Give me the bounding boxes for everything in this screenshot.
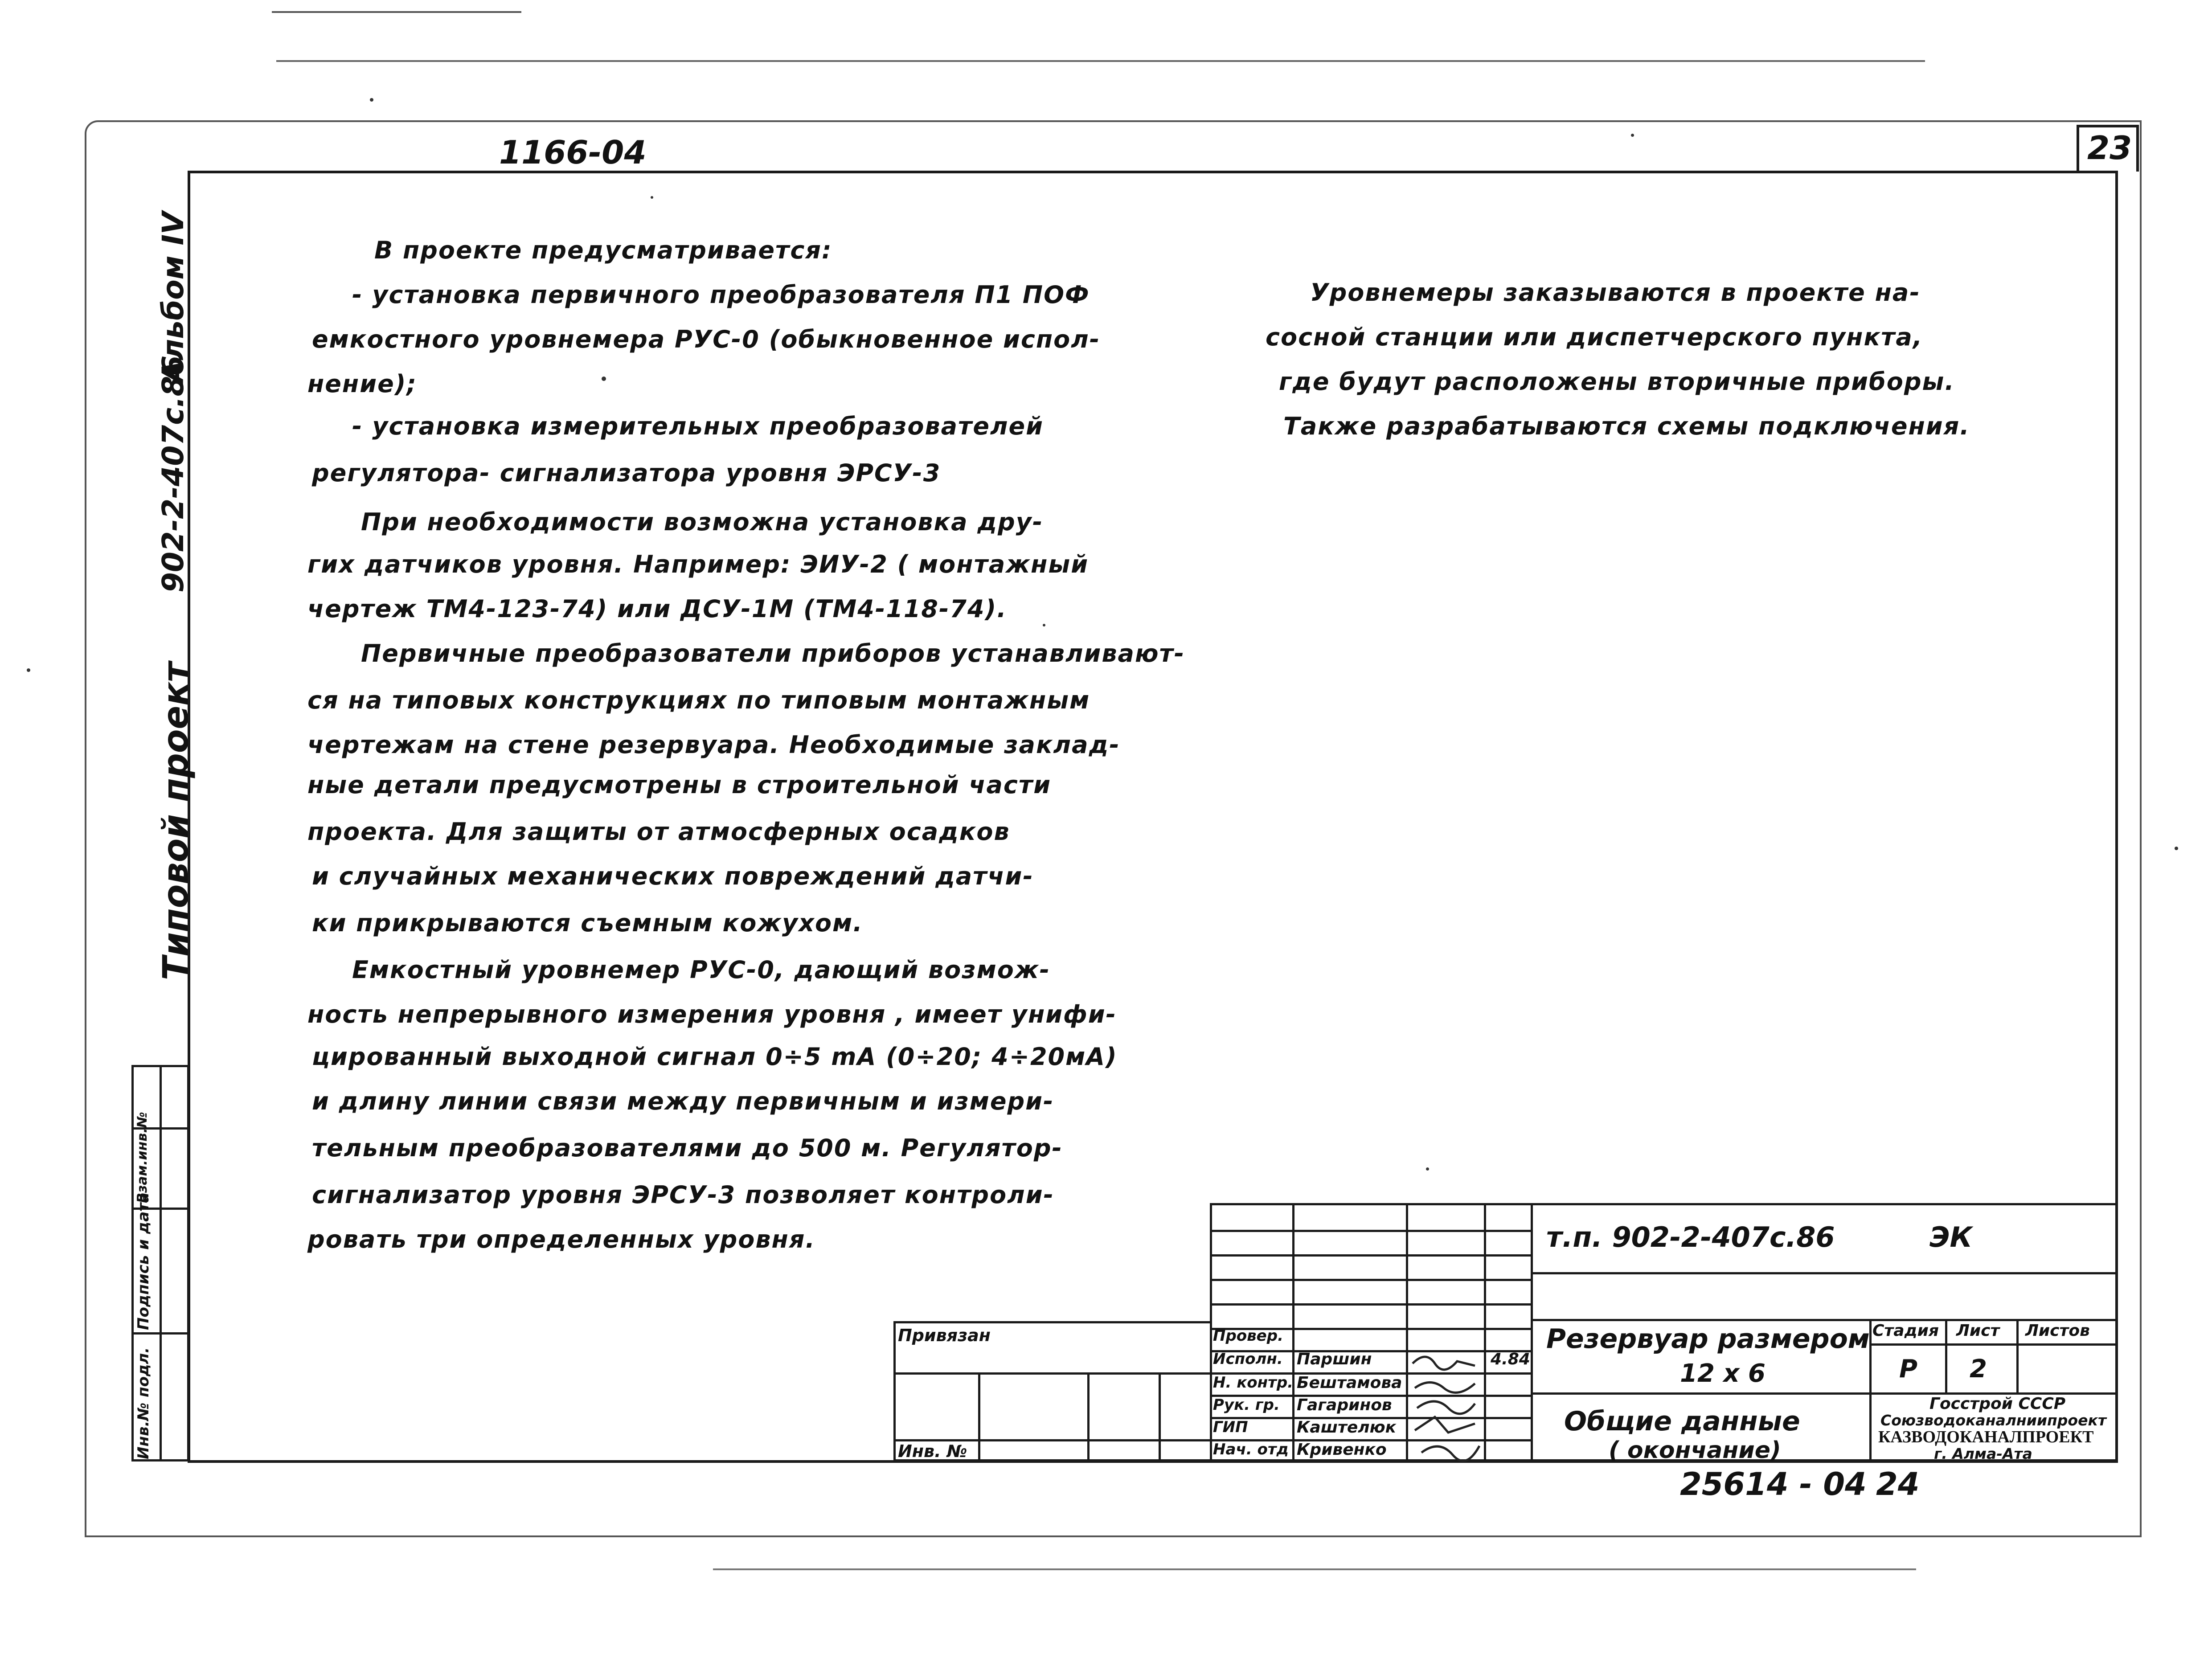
grid-line [2016, 1319, 2019, 1392]
scan-line [272, 11, 521, 13]
role-label: Рук. гр. [1213, 1396, 1280, 1414]
archive-page: 24 [1876, 1466, 1920, 1502]
privyazan-label: Привязан [898, 1326, 991, 1345]
stage-value: Р [1899, 1355, 1918, 1384]
text-line: где будут расположены вторичные приборы. [1279, 368, 1955, 396]
person-name: Паршин [1297, 1350, 1372, 1368]
text-line: емкостного уровнемера РУС-0 (обыкновенное испол- [312, 325, 1101, 353]
org-line: г. Алма-Ата [1934, 1445, 2032, 1462]
text-line: - установка первичного преобразователя П1 ПОФ [352, 281, 1090, 309]
stage-header: Стадия [1872, 1322, 1939, 1340]
grid-line [1531, 1319, 2118, 1321]
grid-line [1210, 1254, 1533, 1257]
side-stamp-divider [160, 1065, 162, 1461]
scan-speck [602, 377, 606, 381]
text-line: ся на типовых конструкциях по типовым монтажным [307, 686, 1090, 714]
person-name: Бештамова [1297, 1374, 1402, 1392]
scan-speck [1631, 134, 1634, 137]
grid-line [1087, 1372, 1090, 1461]
text-line: сигнализатор уровня ЭРСУ-3 позволяет контроли- [312, 1181, 1054, 1209]
text-line: В проекте предусматривается: [374, 236, 832, 264]
person-name: Каштелюк [1297, 1418, 1397, 1437]
text-line: Емкостный уровнемер РУС-0, дающий возмож- [352, 956, 1051, 984]
doc-mark: ЭК [1929, 1221, 1973, 1253]
side-replace-inv: Взам.инв.№ [135, 1112, 150, 1203]
grid-line [1210, 1279, 1533, 1281]
role-label: Нач. отд [1213, 1441, 1289, 1458]
side-signature-date: Подпись и дата [135, 1192, 152, 1330]
inv-no-label: Инв. № [898, 1441, 967, 1461]
grid-line [1484, 1203, 1486, 1461]
grid-line [1945, 1319, 1947, 1392]
object-size: 12 х 6 [1680, 1359, 1766, 1388]
sheets-header: Листов [2025, 1322, 2090, 1340]
text-line: нение); [307, 370, 417, 398]
text-line: и длину линии связи между первичным и измери- [312, 1087, 1054, 1115]
text-line: и случайных механических повреждений датчи- [312, 862, 1034, 890]
text-line: регулятора- сигнализатора уровня ЭРСУ-3 [312, 459, 941, 487]
text-line: - установка измерительных преобразователей [352, 412, 1044, 440]
org-line: Госстрой СССР [1929, 1395, 2066, 1413]
org-line: Союзводоканалниипроект [1880, 1412, 2106, 1429]
signature-scribble-icon [1408, 1346, 1484, 1466]
scan-speck [27, 668, 30, 672]
sheet-header: Лист [1956, 1322, 2000, 1340]
org-line: КАЗВОДОКАНАЛПРОЕКТ [1878, 1428, 2094, 1446]
sheet-code: 1166-04 [499, 134, 647, 171]
grid-line [893, 1372, 1212, 1375]
text-line: ки прикрываются съемным кожухом. [312, 909, 863, 937]
doc-code: т.п. 902-2-407с.86 [1546, 1221, 1835, 1253]
role-label: Провер. [1213, 1327, 1283, 1345]
text-line: тельным преобразователями до 500 м. Регулятор- [312, 1134, 1063, 1162]
side-album: Альбом IV [156, 211, 190, 383]
text-line: Первичные преобразователи приборов устанавливают- [361, 639, 1185, 667]
side-title: Типовой проект [156, 662, 196, 980]
sheet-name-cont: ( окончание) [1609, 1437, 1781, 1464]
side-inv-orig: Инв.№ подл. [135, 1347, 152, 1459]
scan-speck [2175, 847, 2178, 850]
text-line: Уровнемеры заказываются в проекте на- [1310, 278, 1921, 307]
scan-line [276, 60, 1925, 62]
grid-line [1531, 1272, 2118, 1274]
grid-line [1210, 1303, 1533, 1306]
text-line: проекта. Для защиты от атмосферных осадков [307, 818, 1010, 846]
grid-line [1210, 1230, 1533, 1232]
object-name: Резервуар размером [1546, 1323, 1870, 1355]
text-line: чертеж ТМ4-123-74) или ДСУ-1М (ТМ4-118-74). [307, 595, 1007, 623]
side-project: 902-2-407с.86 [156, 355, 190, 593]
role-label: Н. контр. [1213, 1374, 1294, 1392]
text-line: При необходимости возможна установка дру- [361, 508, 1044, 536]
text-line: ность непрерывного измерения уровня , имеет унифи- [307, 1000, 1117, 1028]
grid-line [978, 1372, 980, 1461]
text-line: цированный выходной сигнал 0÷5 mA (0÷20; 4÷20мА) [312, 1043, 1118, 1071]
scan-line [713, 1568, 1916, 1570]
sheet-value: 2 [1970, 1355, 1987, 1384]
page-number: 23 [2087, 129, 2132, 167]
role-label: ГИП [1213, 1418, 1248, 1436]
text-line: ные детали предусмотрены в строительной части [307, 771, 1052, 799]
scan-speck [1426, 1167, 1429, 1171]
scan-speck [1043, 624, 1045, 626]
text-line: чертежам на стене резервуара. Необходимые заклад- [307, 731, 1120, 759]
scan-speck [370, 98, 373, 102]
sheet-name: Общие данные [1564, 1406, 1800, 1437]
scan-speck [651, 196, 653, 199]
archive-number: 25614 - 04 [1680, 1466, 1867, 1502]
text-line: сосной станции или диспетчерского пункта, [1266, 323, 1923, 351]
person-name: Гагаринов [1297, 1396, 1392, 1414]
text-line: гих датчиков уровня. Например: ЭИУ-2 ( монтажный [307, 550, 1089, 578]
grid-line [1292, 1203, 1294, 1461]
role-label: Исполн. [1213, 1350, 1283, 1368]
side-stamp-divider [131, 1332, 189, 1335]
grid-line [1159, 1372, 1161, 1461]
text-line: Также разрабатываются схемы подключения. [1283, 412, 1970, 440]
person-name: Кривенко [1297, 1441, 1387, 1459]
grid-line [1869, 1343, 2118, 1346]
date-mark: 4.84 [1491, 1350, 1530, 1368]
text-line: ровать три определенных уровня. [307, 1225, 815, 1253]
